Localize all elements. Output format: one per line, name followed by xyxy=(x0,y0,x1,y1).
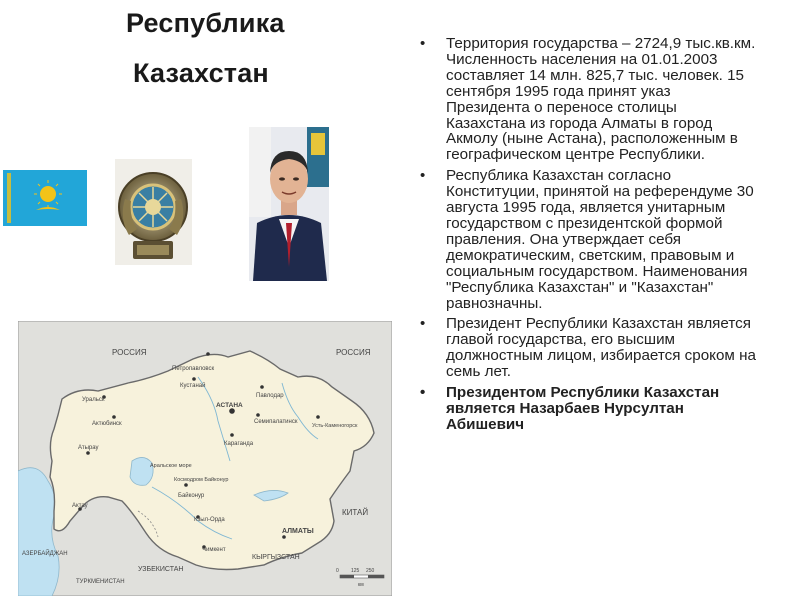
page-title-line-2: Казахстан xyxy=(133,58,269,88)
map-label-ust-kamenogorsk: Усть-Каменогорск xyxy=(312,423,358,429)
bullet-dot-icon: • xyxy=(420,35,426,52)
aral-sea-shape xyxy=(130,457,153,485)
scale-label-unit: км xyxy=(358,582,364,588)
scale-label-125: 125 xyxy=(351,568,360,574)
map-label-azerbaijan: АЗЕРБАЙДЖАН xyxy=(22,551,68,557)
bullet-territory xyxy=(420,36,756,163)
map-label-aktobe: Актюбинск xyxy=(92,421,122,427)
map-label-china: КИТАЙ xyxy=(342,508,369,517)
bullet-text: Территория государства – 2724,9 тыс.кв.км. Численность населения на 01.01.2003 составляет 14 млн. 825,7 тыс. человек. 15 сентября 1995 года принят указ Президента о переносе столицы Казахстана из города Алматы в город Акмолу (ныне Астана), расположенным в географическом центре Республики. xyxy=(446,35,756,164)
page-title-line-1: Республика xyxy=(126,8,285,38)
state-emblem-image xyxy=(115,159,192,265)
bullet-dot-icon: • xyxy=(420,167,426,185)
bullet-dot-icon: • xyxy=(420,384,426,402)
bullet-text: Президент Республики Казахстан является главой государства, его высшим должностным лицом, избирается сроком на семь лет. xyxy=(446,315,756,381)
map-label-uralsk: Уральск xyxy=(82,397,105,403)
map-label-petropavlovsk: Петропавловск xyxy=(172,366,215,372)
map-label-uzbekistan: УЗБЕКИСТАН xyxy=(138,566,184,573)
bullet-text: Президентом Республики Казахстан является Назарбаев Нурсултан Абишевич xyxy=(446,384,720,433)
map-label-almaty: АЛМАТЫ xyxy=(282,528,314,535)
kazakhstan-map xyxy=(18,321,392,596)
map-label-aral-sea: Аральское море xyxy=(150,463,192,469)
scale-label-0: 0 xyxy=(336,568,339,574)
map-label-kyrgyzstan: КЫРГЫЗСТАН xyxy=(252,554,300,561)
bullet-president-name xyxy=(420,385,756,433)
map-label-atyrau: Атырау xyxy=(78,445,99,451)
map-label-kzyl-orda: Кзыл-Орда xyxy=(194,517,225,523)
map-label-kosmodrom: Космодром Байконур xyxy=(174,477,229,483)
scale-label-250: 250 xyxy=(366,568,375,574)
map-label-karaganda: Караганда xyxy=(224,441,254,447)
map-label-semipalatinsk: Семипалатинск xyxy=(254,419,298,425)
map-label-aktau: Актау xyxy=(72,503,88,509)
map-label-baikonur: Байконур xyxy=(178,493,205,499)
bullet-dot-icon: • xyxy=(420,315,426,333)
map-label-russia-left: РОССИЯ xyxy=(112,348,147,357)
president-portrait-image xyxy=(249,127,329,281)
map-label-russia-right: РОССИЯ xyxy=(336,348,371,357)
map-label-turkmenistan: ТУРКМЕНИСТАН xyxy=(76,579,125,585)
bullet-constitution xyxy=(420,168,756,311)
map-label-shymkent: Чимкент xyxy=(202,547,226,553)
map-label-astana: АСТАНА xyxy=(216,402,243,409)
info-bullet-list xyxy=(420,36,756,438)
map-label-pavlodar: Павлодар xyxy=(256,393,284,399)
map-label-kostanay: Кустанай xyxy=(180,383,206,389)
kazakhstan-flag-image xyxy=(3,170,87,226)
bullet-president-role xyxy=(420,316,756,380)
bullet-text: Республика Казахстан согласно Конституции, принятой на референдуме 30 августа 1995 года, является унитарным государством с президентской формой правления. Она утверждает себя демократическим, светским, правовым и социальным государством. Наименования "Республика Казахстан" и "Казахстан" равнозначны. xyxy=(446,167,754,312)
